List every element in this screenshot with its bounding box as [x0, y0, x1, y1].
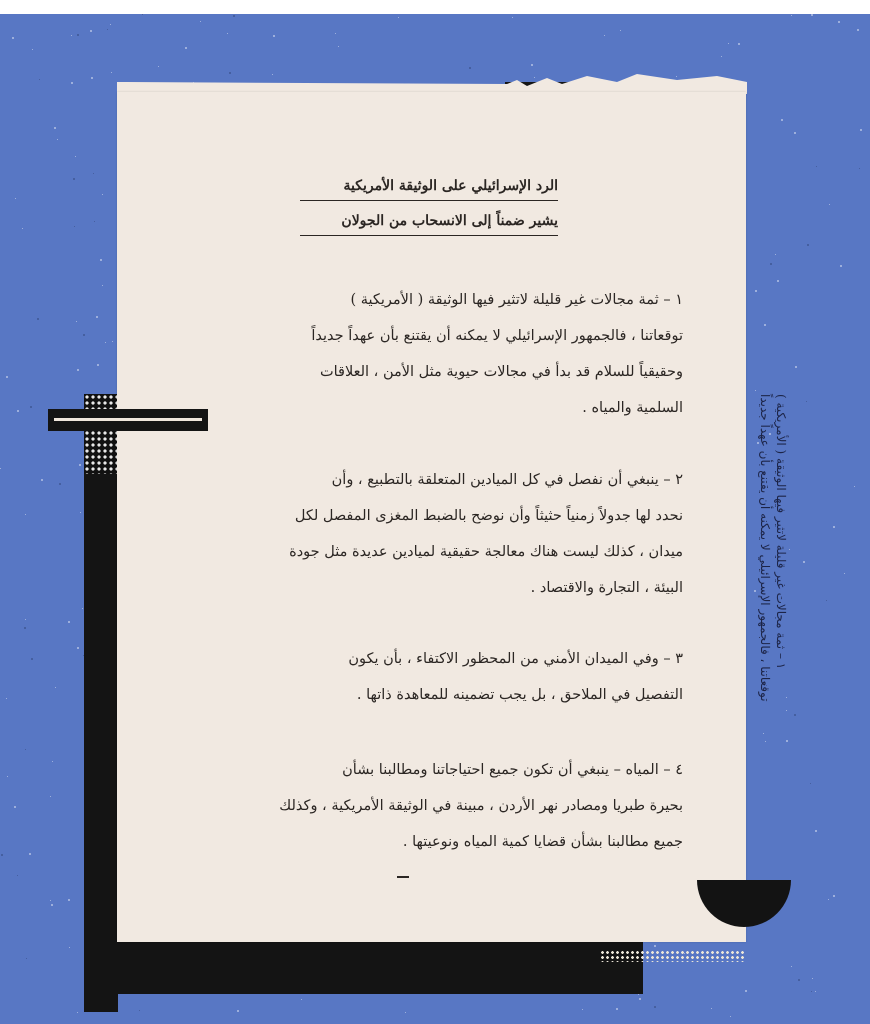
- text-line: توقعاتنا ، فالجمهور الإسرائيلي لا يمكنه أن يقتنع بأن عهداً جديداً: [311, 328, 683, 344]
- speck: [57, 139, 58, 140]
- text-line: بحيرة طبريا ومصادر نهر الأردن ، مبينة في الوثيقة الأمريكية ، وكذلك: [279, 798, 683, 814]
- speck: [815, 991, 816, 992]
- speck: [745, 990, 747, 992]
- paragraph-2: [160, 462, 683, 606]
- speck: [654, 1006, 656, 1008]
- speck: [69, 947, 70, 948]
- speck: [30, 406, 32, 408]
- speck: [531, 64, 533, 66]
- speck: [721, 56, 722, 57]
- speck: [24, 627, 26, 629]
- title-line-1: الرد الإسرائيلي على الوثيقة الأمريكية: [300, 174, 558, 201]
- speck: [17, 875, 18, 876]
- speck: [398, 17, 399, 18]
- speck: [237, 1010, 239, 1012]
- speck: [73, 178, 75, 180]
- text-line: السلمية والمياه .: [582, 400, 683, 416]
- speck: [158, 66, 159, 67]
- speck: [755, 290, 757, 292]
- title-line-2: يشير ضمناً إلى الانسحاب من الجولان: [300, 209, 558, 236]
- speck: [711, 1008, 712, 1009]
- speck: [32, 49, 33, 50]
- dotted-strip-bottom: [600, 950, 746, 962]
- speck: [142, 14, 143, 15]
- speck: [102, 285, 103, 286]
- speck: [71, 35, 72, 36]
- text-line: ٣ – وفي الميدان الأمني من المحظور الاكتفاء ، بأن يكون: [348, 651, 683, 667]
- paper-torn-edge: [117, 70, 747, 94]
- speck: [97, 364, 99, 366]
- speck: [14, 806, 16, 808]
- speck: [273, 35, 275, 37]
- speck: [37, 318, 39, 320]
- speck: [110, 24, 111, 25]
- speck: [840, 265, 842, 267]
- speck: [105, 342, 106, 343]
- speck: [301, 999, 302, 1000]
- speck: [112, 341, 113, 342]
- speck: [41, 479, 43, 481]
- text-line: نحدد لها جدولاً زمنياً حثيثاً وأن نوضح بالضبط المغزى المفصل لكل: [294, 508, 683, 524]
- speck: [806, 401, 807, 402]
- speck: [50, 900, 51, 901]
- text-line: ٢ – ينبغي أن نفصل في كل الميادين المتعلقة بالتطبيع ، وأن: [331, 472, 683, 488]
- speck: [826, 600, 827, 601]
- speck: [738, 43, 740, 45]
- text-line: ٤ – المياه – ينبغي أن تكون جميع احتياجاتنا ومطالبنا بشأن: [342, 762, 683, 778]
- speck: [770, 263, 772, 265]
- text-line: وحقيقياً للسلام قد بدأ في مجالات حيوية مثل الأمن ، العلاقات: [319, 364, 683, 380]
- collage-background: [0, 14, 870, 1024]
- speck: [755, 390, 756, 391]
- speck: [75, 156, 76, 157]
- speck: [90, 30, 92, 32]
- speck: [76, 321, 77, 322]
- speck: [811, 14, 813, 16]
- speck: [17, 410, 19, 412]
- speck: [52, 761, 53, 762]
- speck: [754, 590, 756, 592]
- speck: [91, 77, 93, 79]
- speck: [15, 198, 16, 199]
- speck: [794, 132, 796, 134]
- speck: [39, 79, 40, 80]
- speck: [6, 376, 8, 378]
- speck: [775, 254, 776, 255]
- speck: [77, 34, 79, 36]
- text-line: التفصيل في الملاحق ، بل يجب تضمينه للمعاهدة ذاتها .: [356, 687, 683, 703]
- speck: [74, 226, 75, 227]
- text-line: ١ – ثمة مجالات غير قليلة لاتثير فيها الوثيقة ( الأمريكية ): [350, 292, 683, 308]
- speck: [854, 486, 855, 487]
- speck: [139, 1010, 140, 1011]
- speck: [68, 621, 70, 623]
- speck: [7, 776, 8, 777]
- speck: [857, 29, 859, 31]
- speck: [77, 369, 79, 371]
- speck: [829, 204, 830, 205]
- speck: [77, 1012, 78, 1013]
- speck: [29, 853, 31, 855]
- speck: [50, 796, 51, 797]
- speck: [816, 166, 817, 167]
- speck: [102, 194, 103, 195]
- speck: [469, 67, 471, 69]
- speck: [25, 749, 26, 750]
- speck: [728, 43, 729, 44]
- speck: [791, 15, 792, 16]
- speck: [860, 129, 862, 131]
- speck: [620, 30, 621, 31]
- speck: [582, 1009, 583, 1010]
- speck: [68, 899, 70, 901]
- speck: [815, 830, 817, 832]
- rotated-text-fragment: [760, 394, 796, 824]
- document-title: [300, 174, 558, 244]
- speck: [810, 783, 811, 784]
- speck: [55, 687, 56, 688]
- speck: [512, 17, 513, 18]
- speck: [227, 33, 228, 34]
- speck: [71, 82, 73, 84]
- speck: [26, 958, 27, 959]
- speck: [803, 561, 805, 563]
- speck: [833, 895, 835, 897]
- speck: [111, 72, 112, 73]
- speck: [94, 221, 95, 222]
- speck: [83, 334, 85, 336]
- speck: [54, 127, 56, 129]
- paragraph-1: [160, 282, 683, 426]
- speck: [781, 119, 783, 121]
- speck: [638, 994, 639, 995]
- speck: [811, 991, 812, 992]
- black-torn-strip-bottom: [88, 934, 643, 994]
- speck: [335, 33, 336, 34]
- speck: [80, 512, 81, 513]
- text-line: جميع مطالبنا بشأن قضايا كمية المياه ونوعيتها .: [402, 834, 683, 850]
- speck: [96, 316, 98, 318]
- speck: [338, 46, 339, 47]
- speck: [833, 526, 835, 528]
- speck: [807, 244, 809, 246]
- speck: [812, 978, 813, 979]
- speck: [1, 854, 3, 856]
- speck: [107, 29, 108, 30]
- speck: [795, 366, 797, 368]
- paragraph-3: [160, 641, 683, 713]
- speck: [6, 698, 7, 699]
- speck: [0, 468, 1, 469]
- speck: [200, 21, 201, 22]
- speck: [604, 35, 605, 36]
- speck: [22, 228, 23, 229]
- speck: [777, 280, 779, 282]
- speck: [654, 945, 656, 947]
- speck: [730, 1016, 731, 1017]
- speck: [616, 1008, 618, 1010]
- speck: [82, 608, 83, 609]
- speck: [639, 998, 641, 1000]
- speck: [79, 464, 81, 466]
- speck: [233, 15, 235, 17]
- speck: [51, 904, 53, 906]
- speck: [25, 619, 26, 620]
- speck: [764, 324, 766, 326]
- end-mark: [397, 876, 409, 878]
- dotted-pattern-panel: [84, 394, 118, 474]
- speck: [31, 658, 33, 660]
- speck: [185, 47, 187, 49]
- text-line: ميدان ، كذلك ليست هناك معالجة حقيقية لميادين عديدة مثل جودة: [289, 544, 683, 560]
- speck: [59, 483, 61, 485]
- speck: [77, 647, 79, 649]
- speck: [25, 514, 26, 515]
- speck: [12, 37, 14, 39]
- paragraph-4: [160, 752, 683, 860]
- black-column-left: [84, 472, 118, 1012]
- speck: [791, 966, 792, 967]
- speck: [838, 21, 840, 23]
- speck: [93, 173, 94, 174]
- speck: [100, 259, 102, 261]
- rotated-line-2: توقعاتنا ، فالجمهور الإسرائيلي لا يمكنه أن يقتنع بأن عهداً جديداً: [758, 394, 772, 702]
- text-line: البيئة ، التجارة والاقتصاد .: [530, 580, 683, 596]
- rotated-line-1: ١ – ثمة مجالات غير قليلة لاتثير فيها الوثيقة ( الأمريكية ): [774, 394, 788, 670]
- speck: [844, 573, 845, 574]
- speck: [828, 899, 829, 900]
- speck: [859, 168, 860, 169]
- speck: [405, 1012, 406, 1013]
- speck: [798, 979, 800, 981]
